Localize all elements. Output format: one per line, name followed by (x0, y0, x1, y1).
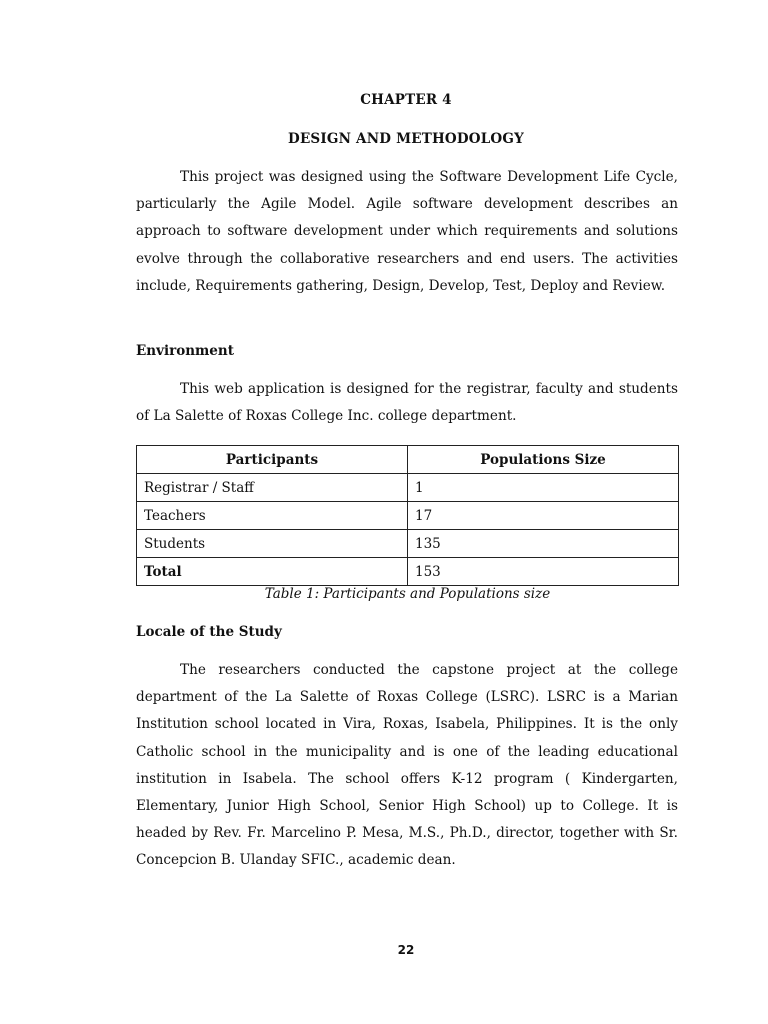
intro-paragraph: This project was designed using the Software Development Life Cycle, particularly the Agile Model. Agile software development describes an approach to software development under which requirements and solutions evolve through the collaborative researchers and end users. The activities include, Requirements gathering, Design, Develop, Test, Deploy and Review. (136, 169, 678, 294)
population-size-cell: 17 (408, 502, 679, 530)
table-caption: Table 1: Participants and Populations size (264, 586, 551, 602)
environment-heading: Environment (136, 343, 234, 359)
column-header-participants: Participants (137, 446, 408, 474)
participants-table (136, 445, 679, 586)
table-total-row (137, 558, 679, 586)
locale-heading: Locale of the Study (136, 624, 282, 640)
population-size-cell: 135 (408, 530, 679, 558)
total-value-cell: 153 (408, 558, 679, 586)
chapter-title: DESIGN AND METHODOLOGY (288, 131, 524, 147)
table-row (137, 530, 679, 558)
participant-cell: Registrar / Staff (137, 474, 408, 502)
page-number: 22 (397, 943, 415, 957)
participant-cell: Teachers (137, 502, 408, 530)
environment-paragraph: This web application is designed for the registrar, faculty and students of La Salette of Roxas College Inc. college department. (136, 381, 678, 425)
participant-cell: Students (137, 530, 408, 558)
locale-paragraph: The researchers conducted the capstone project at the college department of the La Salette of Roxas College (LSRC). LSRC is a Marian Institution school located in Vira, Roxas, Isabela, Philippines. It is the only Catholic school in the municipality and is one of the leading educational institution in Isabela. The school offers K-12 program ( Kindergarten, Elementary, Junior High School, Senior High School) up to College. It is headed by Rev. Fr. Marcelino P. Mesa, M.S., Ph.D., director, together with Sr. Concepcion B. Ulanday SFIC., academic dean. (136, 662, 678, 869)
table-row (137, 474, 679, 502)
table-row (137, 502, 679, 530)
table-header-row (137, 446, 679, 474)
chapter-heading: CHAPTER 4 (360, 92, 452, 108)
total-label-cell: Total (137, 558, 408, 586)
population-size-cell: 1 (408, 474, 679, 502)
column-header-population-size: Populations Size (408, 446, 679, 474)
